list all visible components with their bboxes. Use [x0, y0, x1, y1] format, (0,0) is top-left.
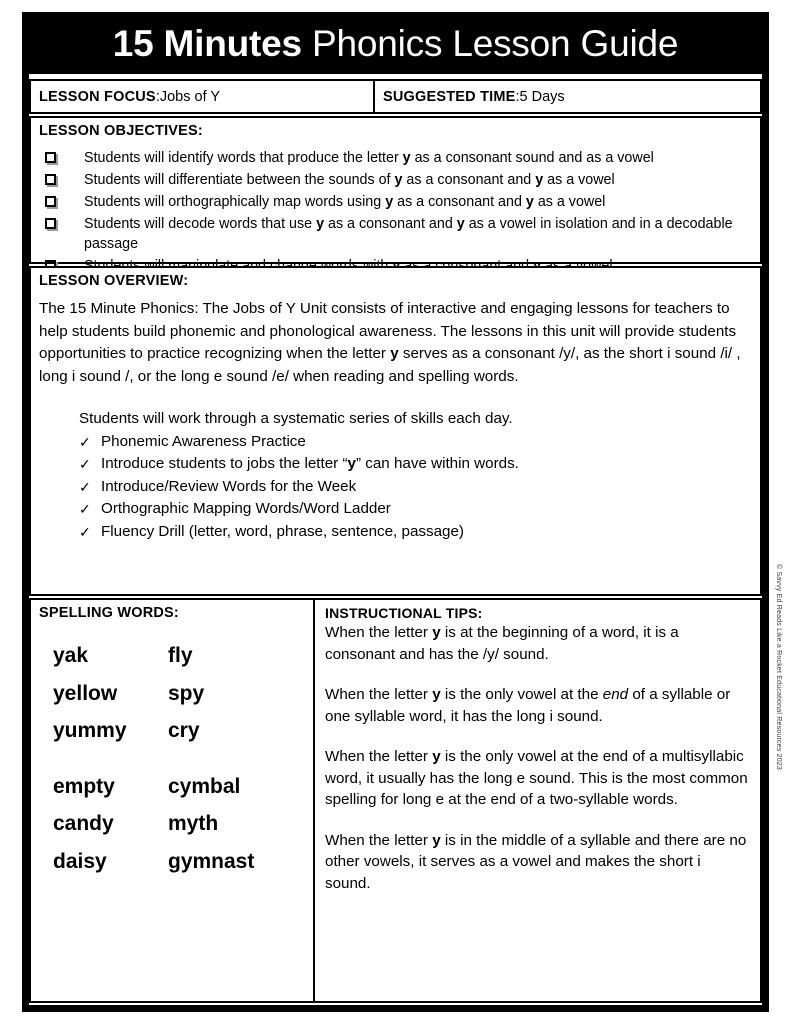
spelling-word: yak — [53, 644, 89, 667]
lesson-overview-check-list — [79, 431, 752, 544]
overview-check-item — [79, 453, 752, 476]
objective-list-item — [39, 148, 752, 168]
instructional-tip-paragraph: When the letter y is the only vowel at the end of a multisyllabic word, it usually has the long e sound. This is the most common spelling for long e at the end of a two-syllable words. — [325, 748, 748, 808]
lesson-focus-value: Jobs of Y — [159, 88, 221, 105]
bottom-section-row — [29, 598, 762, 1003]
suggested-time-separator: : — [515, 88, 520, 105]
objective-text: Students will differentiate between the sounds of y as a consonant and y as a vowel — [84, 172, 615, 188]
instructional-tips-heading: INSTRUCTIONAL TIPS: — [325, 605, 483, 621]
suggested-time-value: 5 Days — [519, 88, 565, 105]
overview-check-item — [79, 498, 752, 521]
overview-check-text: Introduce/Review Words for the Week — [101, 477, 357, 495]
checkbox-square-icon — [45, 152, 56, 163]
suggested-time-cell — [375, 81, 760, 112]
lesson-overview-intro: Students will work through a systematic series of skills each day. — [79, 410, 513, 427]
spelling-word: cry — [168, 719, 200, 742]
spelling-word: yummy — [53, 719, 127, 742]
lesson-overview-section — [29, 266, 762, 596]
checkmark-icon: ✓ — [79, 433, 91, 450]
objective-text: Students will identify words that produce the letter y as a consonant sound and as a vowel — [84, 150, 654, 166]
copyright-notice: © Savvy Ed Reads Like a Rocket Educational Resources 2023 — [775, 563, 782, 770]
lesson-objectives-heading: LESSON OBJECTIVES: — [39, 123, 203, 139]
lesson-focus-separator: : — [155, 88, 160, 105]
lesson-overview-heading: LESSON OVERVIEW: — [39, 273, 189, 289]
overview-check-item — [79, 521, 752, 544]
document-body — [29, 79, 762, 1005]
objective-list-item — [39, 214, 752, 254]
objective-text: Students will decode words that use y as a consonant and y as a vowel in isolation and in a decodable passage — [84, 216, 733, 252]
suggested-time-label: SUGGESTED TIME — [383, 88, 516, 105]
spelling-word: candy — [53, 812, 114, 835]
page-title-light: Phonics Lesson Guide — [301, 22, 679, 64]
spelling-words-section — [31, 600, 315, 1001]
checkbox-square-icon — [45, 218, 56, 229]
checkmark-icon: ✓ — [79, 456, 91, 472]
instructional-tips-body — [325, 622, 750, 894]
spelling-word: empty — [53, 774, 115, 798]
spelling-words-heading: SPELLING WORDS: — [39, 605, 179, 621]
lesson-focus-label: LESSON FOCUS — [39, 88, 156, 105]
lesson-focus-row — [29, 79, 762, 114]
objective-list-item — [39, 170, 752, 190]
checkmark-icon: ✓ — [79, 523, 91, 540]
spelling-word: daisy — [53, 849, 107, 873]
instructional-tip-paragraph: When the letter y is in the middle of a syllable and there are no other vowels, it serves as a vowel and makes the short i sound. — [325, 831, 747, 892]
objective-text: Students will orthographically map words using y as a consonant and y as a vowel — [84, 194, 606, 210]
spelling-word: gymnast — [168, 849, 255, 873]
instructional-tip-paragraph: When the letter y is at the beginning of a word, it is a consonant and has the /y/ sound. — [325, 624, 679, 663]
page-title — [112, 22, 679, 64]
overview-check-text: Phonemic Awareness Practice — [101, 432, 306, 450]
spelling-words-grid — [39, 637, 305, 880]
lesson-focus-cell — [31, 81, 375, 112]
instructional-tip-paragraph: When the letter y is the only vowel at the end of a syllable or one syllable word, it has the long i sound. — [325, 686, 731, 725]
checkmark-icon: ✓ — [79, 501, 91, 517]
lesson-objectives-section — [29, 116, 762, 264]
spelling-word: fly — [168, 644, 193, 667]
checkbox-square-icon — [45, 174, 56, 185]
page-title-bold: 15 Minutes — [112, 22, 302, 64]
lesson-overview-subsection — [39, 408, 752, 543]
spelling-word: spy — [168, 681, 205, 705]
checkmark-icon: ✓ — [79, 478, 91, 495]
overview-check-text: Orthographic Mapping Words/Word Ladder — [101, 500, 391, 517]
spelling-word: myth — [168, 812, 219, 835]
checkbox-square-icon — [45, 196, 56, 207]
overview-check-item — [79, 476, 752, 499]
spelling-word: cymbal — [168, 774, 241, 798]
overview-check-item — [79, 431, 752, 454]
objective-list-item — [39, 192, 752, 212]
spelling-word: yellow — [53, 681, 118, 705]
lesson-overview-paragraph: The 15 Minute Phonics: The Jobs of Y Unit consists of interactive and engaging lessons for teachers to help students build phonemic and phonological awareness. The lessons in this unit will provide students opportunities to practice recognizing when the letter y serves as a consonant /y/, as the short i sound /i/ , long i sound /, or the long e sound /e/ when reading and spelling words. — [39, 300, 741, 385]
instructional-tips-section — [315, 600, 760, 1001]
page-title-banner — [22, 12, 769, 74]
overview-check-text: Fluency Drill (letter, word, phrase, sentence, passage) — [101, 522, 464, 540]
overview-check-text: Introduce students to jobs the letter “y” can have within words. — [101, 455, 519, 472]
lesson-objectives-list — [39, 148, 752, 276]
